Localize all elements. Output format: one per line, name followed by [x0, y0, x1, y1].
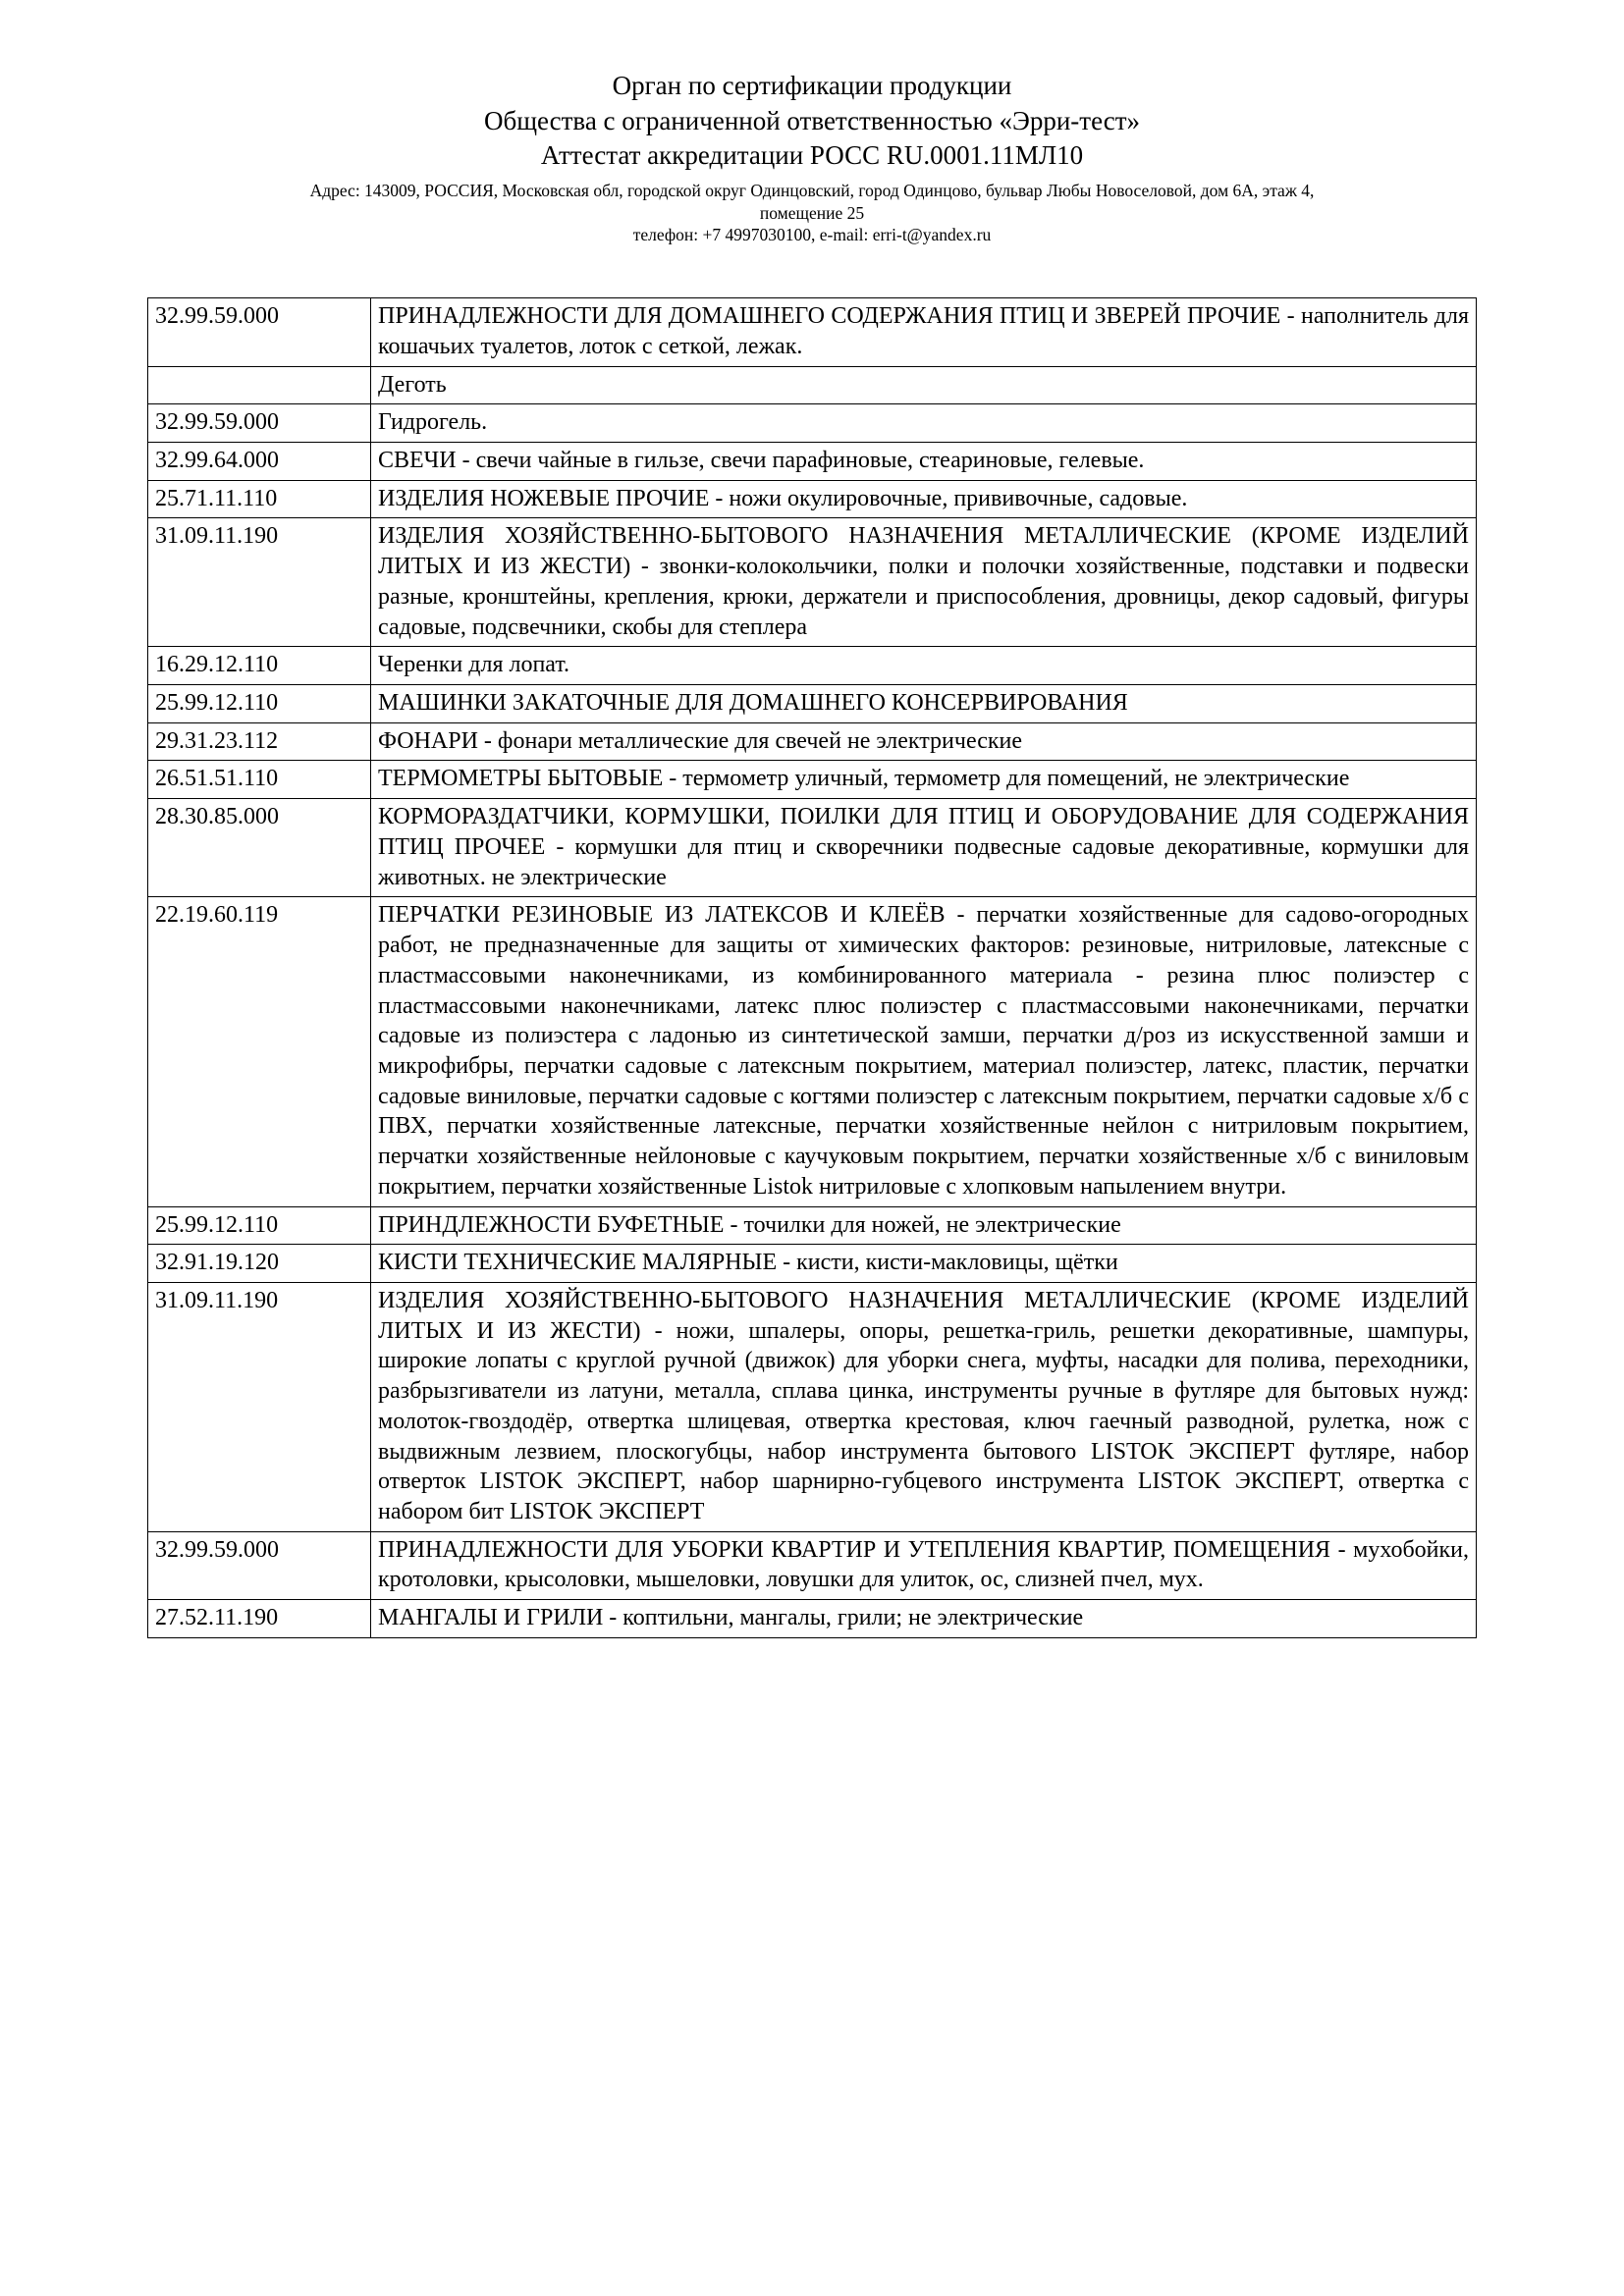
product-description: ПРИНАДЛЕЖНОСТИ ДЛЯ УБОРКИ КВАРТИР И УТЕПЛЕНИЯ КВАРТИР, ПОМЕЩЕНИЯ - мухобойки, кротоловки, крысоловки, мышеловки, ловушки для улиток, ос, слизней пчел, мух. [371, 1531, 1477, 1599]
table-row [148, 722, 1477, 761]
product-description: ПЕРЧАТКИ РЕЗИНОВЫЕ ИЗ ЛАТЕКСОВ И КЛЕЁВ - перчатки хозяйственные для садово-огородных работ, не предназначенные для защиты от химических факторов: резиновые, нитриловые, латексные с пластмассовыми наконечниками, из комбинированного материала - резина плюс полиэстер с пластмассовыми наконечниками, латекс плюс полиэстер с пластмассовыми наконечниками, перчатки садовые из полиэстера с ладонью из синтетической замши, перчатки д/роз из искусственной замши и микрофибры, перчатки садовые с латексным покрытием, материал полиэстер, латекс, пластик, перчатки садовые виниловые, перчатки садовые с когтями полиэстер с латексным покрытием, перчатки садовые х/б с ПВХ, перчатки хозяйственные латексные, перчатки хозяйственные нейлон с нитриловым покрытием, перчатки хозяйственные нейлоновые с каучуковым покрытием, перчатки хозяйственные х/б с виниловым покрытием, перчатки хозяйственные Listok нитриловые с хлопковым напылением внутри. [371, 897, 1477, 1206]
table-row [148, 443, 1477, 481]
table-row [148, 366, 1477, 404]
document-header [147, 69, 1477, 246]
okpd-code: 32.99.59.000 [148, 298, 371, 366]
product-description: КОРМОРАЗДАТЧИКИ, КОРМУШКИ, ПОИЛКИ ДЛЯ ПТИЦ И ОБОРУДОВАНИЕ ДЛЯ СОДЕРЖАНИЯ ПТИЦ ПРОЧЕЕ - кормушки для птиц и скворечники подвесные садовые декоративные, кормушки для животных. не электрические [371, 799, 1477, 897]
table-row [148, 1282, 1477, 1531]
product-description: ИЗДЕЛИЯ ХОЗЯЙСТВЕННО-БЫТОВОГО НАЗНАЧЕНИЯ МЕТАЛЛИЧЕСКИЕ (КРОМЕ ИЗДЕЛИЙ ЛИТЫХ И ИЗ ЖЕСТИ) - звонки-колокольчики, полки и полочки хозяйственные, подставки и подвески разные, кронштейны, крепления, крюки, держатели и приспособления, дровницы, декор садовый, фигуры садовые, подсвечники, скобы для степлера [371, 518, 1477, 647]
header-line-1: Орган по сертификации продукции [612, 71, 1012, 100]
okpd-code: 29.31.23.112 [148, 722, 371, 761]
table-row [148, 799, 1477, 897]
header-address-cont: помещение 25 [759, 202, 865, 223]
okpd-code: 25.71.11.110 [148, 480, 371, 518]
header-line-2: Общества с ограниченной ответственностью «Эрри-тест» [483, 105, 1141, 135]
okpd-code: 32.99.59.000 [148, 1531, 371, 1599]
product-description: Деготь [371, 366, 1477, 404]
product-description: Гидрогель. [371, 404, 1477, 443]
product-table-body [148, 298, 1477, 1638]
okpd-code: 27.52.11.190 [148, 1600, 371, 1638]
product-description: ИЗДЕЛИЯ ХОЗЯЙСТВЕННО-БЫТОВОГО НАЗНАЧЕНИЯ МЕТАЛЛИЧЕСКИЕ (КРОМЕ ИЗДЕЛИЙ ЛИТЫХ И ИЗ ЖЕСТИ) - ножи, шпалеры, опоры, решетка-гриль, решетки декоративные, шампуры, широкие лопаты с круглой ручной (движок) для уборки снега, муфты, насадки для полива, переходники, разбрызгиватели из латуни, металла, сплава цинка, инструменты ручные в футляре для бытовых нужд: молоток-гвоздодёр, отвертка шлицевая, отвертка крестовая, ключ гаечный разводной, рулетка, нож с выдвижным лезвием, плоскогубцы, набор инструмента бытового LISTOK ЭКСПЕРТ футляре, набор отверток LISTOK ЭКСПЕРТ, набор шарнирно-губцевого инструмента LISTOK ЭКСПЕРТ, отвертка с набором бит LISTOK ЭКСПЕРТ [371, 1282, 1477, 1531]
table-row [148, 404, 1477, 443]
okpd-code: 28.30.85.000 [148, 799, 371, 897]
product-description: ИЗДЕЛИЯ НОЖЕВЫЕ ПРОЧИЕ - ножи окулировочные, прививочные, садовые. [371, 480, 1477, 518]
table-row [148, 685, 1477, 723]
okpd-code: 31.09.11.190 [148, 1282, 371, 1531]
product-description: Черенки для лопат. [371, 647, 1477, 685]
okpd-code: 32.99.64.000 [148, 443, 371, 481]
table-row [148, 480, 1477, 518]
table-row [148, 518, 1477, 647]
okpd-code: 32.91.19.120 [148, 1245, 371, 1283]
okpd-code: 25.99.12.110 [148, 685, 371, 723]
product-description: КИСТИ ТЕХНИЧЕСКИЕ МАЛЯРНЫЕ - кисти, кисти-макловицы, щётки [371, 1245, 1477, 1283]
okpd-code: 26.51.51.110 [148, 761, 371, 799]
table-row [148, 897, 1477, 1206]
okpd-code: 32.99.59.000 [148, 404, 371, 443]
okpd-code [148, 366, 371, 404]
table-row [148, 1531, 1477, 1599]
table-row [148, 1245, 1477, 1283]
product-description: МАШИНКИ ЗАКАТОЧНЫЕ ДЛЯ ДОМАШНЕГО КОНСЕРВИРОВАНИЯ [371, 685, 1477, 723]
product-description: МАНГАЛЫ И ГРИЛИ - коптильни, мангалы, грили; не электрические [371, 1600, 1477, 1638]
okpd-code: 16.29.12.110 [148, 647, 371, 685]
product-description: ФОНАРИ - фонари металлические для свечей не электрические [371, 722, 1477, 761]
product-description: ТЕРМОМЕТРЫ БЫТОВЫЕ - термометр уличный, термометр для помещений, не электрические [371, 761, 1477, 799]
okpd-code: 25.99.12.110 [148, 1206, 371, 1245]
header-line-3: Аттестат аккредитации РОСС RU.0001.11МЛ10 [540, 140, 1084, 171]
table-row [148, 647, 1477, 685]
table-row [148, 1600, 1477, 1638]
header-address: Адрес: 143009, РОССИЯ, Московская обл, городской округ Одинцовский, город Одинцово, бульвар Любы Новоселовой, дом 6А, этаж 4, [309, 180, 1315, 200]
header-contacts: телефон: +7 4997030100, e-mail: erri-t@yandex.ru [632, 225, 992, 245]
product-description: ПРИНАДЛЕЖНОСТИ ДЛЯ ДОМАШНЕГО СОДЕРЖАНИЯ ПТИЦ И ЗВЕРЕЙ ПРОЧИЕ - наполнитель для кошачьих туалетов, лоток с сеткой, лежак. [371, 298, 1477, 366]
table-row [148, 761, 1477, 799]
okpd-code: 31.09.11.190 [148, 518, 371, 647]
product-description: ПРИНДЛЕЖНОСТИ БУФЕТНЫЕ - точилки для ножей, не электрические [371, 1206, 1477, 1245]
product-description: СВЕЧИ - свечи чайные в гильзе, свечи парафиновые, стеариновые, гелевые. [371, 443, 1477, 481]
table-row [148, 298, 1477, 366]
product-table [147, 297, 1477, 1638]
table-row [148, 1206, 1477, 1245]
okpd-code: 22.19.60.119 [148, 897, 371, 1206]
